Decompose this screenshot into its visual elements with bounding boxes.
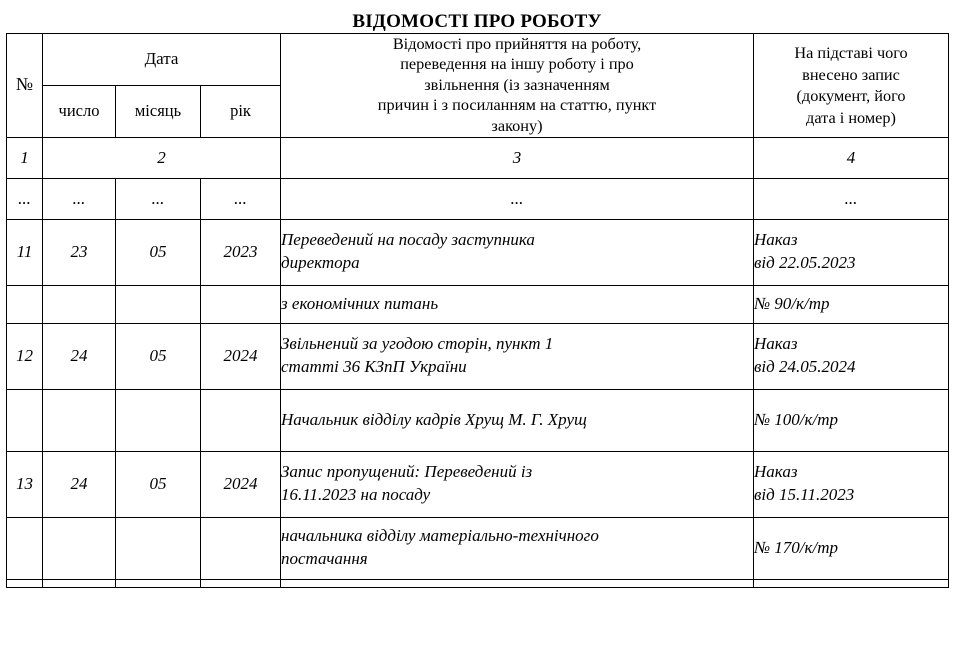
row-basis-line-2: від 24.05.2024 — [754, 357, 856, 377]
row-year — [201, 389, 281, 451]
row-basis — [754, 323, 949, 389]
partial-cell-day — [43, 579, 116, 587]
row-basis-line-1: № 170/к/тр — [754, 537, 838, 557]
row-info-line-1: Запис пропущений: Переведений із — [281, 462, 533, 482]
header-date-group: Дата — [43, 33, 281, 86]
row-number — [7, 389, 43, 451]
row-info — [281, 323, 754, 389]
row-year — [201, 285, 281, 323]
row-basis-line-1: Наказ — [754, 462, 798, 482]
row-day — [43, 285, 116, 323]
table-row — [7, 389, 949, 451]
row-basis — [754, 219, 949, 285]
table-row — [7, 323, 949, 389]
colnum-4: 4 — [754, 137, 949, 178]
column-number-row — [7, 137, 949, 178]
row-basis — [754, 517, 949, 579]
row-info — [281, 451, 754, 517]
row-year: 2024 — [201, 451, 281, 517]
row-year: 2024 — [201, 323, 281, 389]
row-info-line-2: статті 36 КЗпП України — [281, 357, 467, 377]
row-number: 12 — [7, 323, 43, 389]
row-basis-line-1: Наказ — [754, 230, 798, 250]
ellipsis-num: ... — [7, 178, 43, 219]
table-row — [7, 219, 949, 285]
partial-cell-month — [116, 579, 201, 587]
row-number — [7, 285, 43, 323]
row-month — [116, 285, 201, 323]
row-basis — [754, 389, 949, 451]
row-month: 05 — [116, 219, 201, 285]
row-basis-line-2: від 15.11.2023 — [754, 485, 855, 505]
row-info-line-2: постачання — [281, 549, 368, 569]
row-info-line-2: 16.11.2023 на посаду — [281, 485, 431, 505]
row-year — [201, 517, 281, 579]
ellipsis-row — [7, 178, 949, 219]
row-number: 13 — [7, 451, 43, 517]
row-info-line-1: Звільнений за угодою сторін, пункт 1 — [281, 334, 554, 354]
row-basis-line-1: Наказ — [754, 334, 798, 354]
row-info — [281, 219, 754, 285]
row-month — [116, 517, 201, 579]
header-info-line-5: закону) — [491, 116, 543, 136]
row-year: 2023 — [201, 219, 281, 285]
row-info-signature: Начальник відділу кадрів Хрущ М. Г. Хрущ — [281, 389, 754, 451]
table-row — [7, 451, 949, 517]
header-date-day: число — [43, 86, 116, 137]
row-info-line-1: начальника відділу матеріально-технічного — [281, 526, 599, 546]
colnum-2: 2 — [43, 137, 281, 178]
table-row — [7, 285, 949, 323]
table-row-partial — [7, 579, 949, 587]
row-basis — [754, 285, 949, 323]
table-row — [7, 517, 949, 579]
header-info-line-1: Відомості про прийняття на роботу, — [392, 33, 642, 53]
row-basis — [754, 451, 949, 517]
header-basis-line-4: дата і номер) — [806, 107, 896, 127]
row-day: 24 — [43, 323, 116, 389]
row-basis-line-2: від 22.05.2023 — [754, 253, 856, 273]
header-info — [281, 33, 754, 137]
partial-cell-info — [281, 579, 754, 587]
header-date-month: місяць — [116, 86, 201, 137]
header-info-line-4: причин і з посиланням на статтю, пункт — [377, 95, 657, 115]
table-header — [7, 33, 949, 137]
row-day: 23 — [43, 219, 116, 285]
header-date-year: рік — [201, 86, 281, 137]
ellipsis-info: ... — [281, 178, 754, 219]
table-body — [7, 137, 949, 587]
row-day — [43, 389, 116, 451]
page-title: ВІДОМОСТІ ПРО РОБОТУ — [352, 11, 602, 32]
ellipsis-month: ... — [116, 178, 201, 219]
partial-cell-basis — [754, 579, 949, 587]
row-info-line-1: Переведений на посаду заступника — [281, 230, 535, 250]
row-month — [116, 389, 201, 451]
row-month: 05 — [116, 323, 201, 389]
partial-cell-num — [7, 579, 43, 587]
row-day — [43, 517, 116, 579]
row-basis-line-1: № 100/к/тр — [754, 409, 838, 429]
ellipsis-basis: ... — [754, 178, 949, 219]
row-info-line-1: з економічних питань — [281, 293, 439, 313]
row-number — [7, 517, 43, 579]
header-number: № — [7, 33, 43, 137]
row-info-line-2: директора — [281, 253, 360, 273]
header-info-line-2: переведення на іншу роботу і про — [400, 54, 634, 74]
header-row-top — [7, 33, 949, 86]
row-number: 11 — [7, 219, 43, 285]
employment-record-table — [6, 33, 949, 588]
row-day: 24 — [43, 451, 116, 517]
header-basis — [754, 33, 949, 137]
ellipsis-day: ... — [43, 178, 116, 219]
header-basis-line-1: На підставі чого — [794, 43, 908, 63]
row-info — [281, 517, 754, 579]
header-basis-line-3: (документ, його — [796, 86, 906, 106]
header-basis-line-2: внесено запис — [802, 64, 900, 84]
colnum-1: 1 — [7, 137, 43, 178]
partial-cell-year — [201, 579, 281, 587]
colnum-3: 3 — [281, 137, 754, 178]
row-basis-line-1: № 90/к/тр — [754, 293, 830, 313]
header-info-line-3: звільнення (із зазначенням — [424, 74, 610, 94]
ellipsis-year: ... — [201, 178, 281, 219]
row-month: 05 — [116, 451, 201, 517]
row-info — [281, 285, 754, 323]
